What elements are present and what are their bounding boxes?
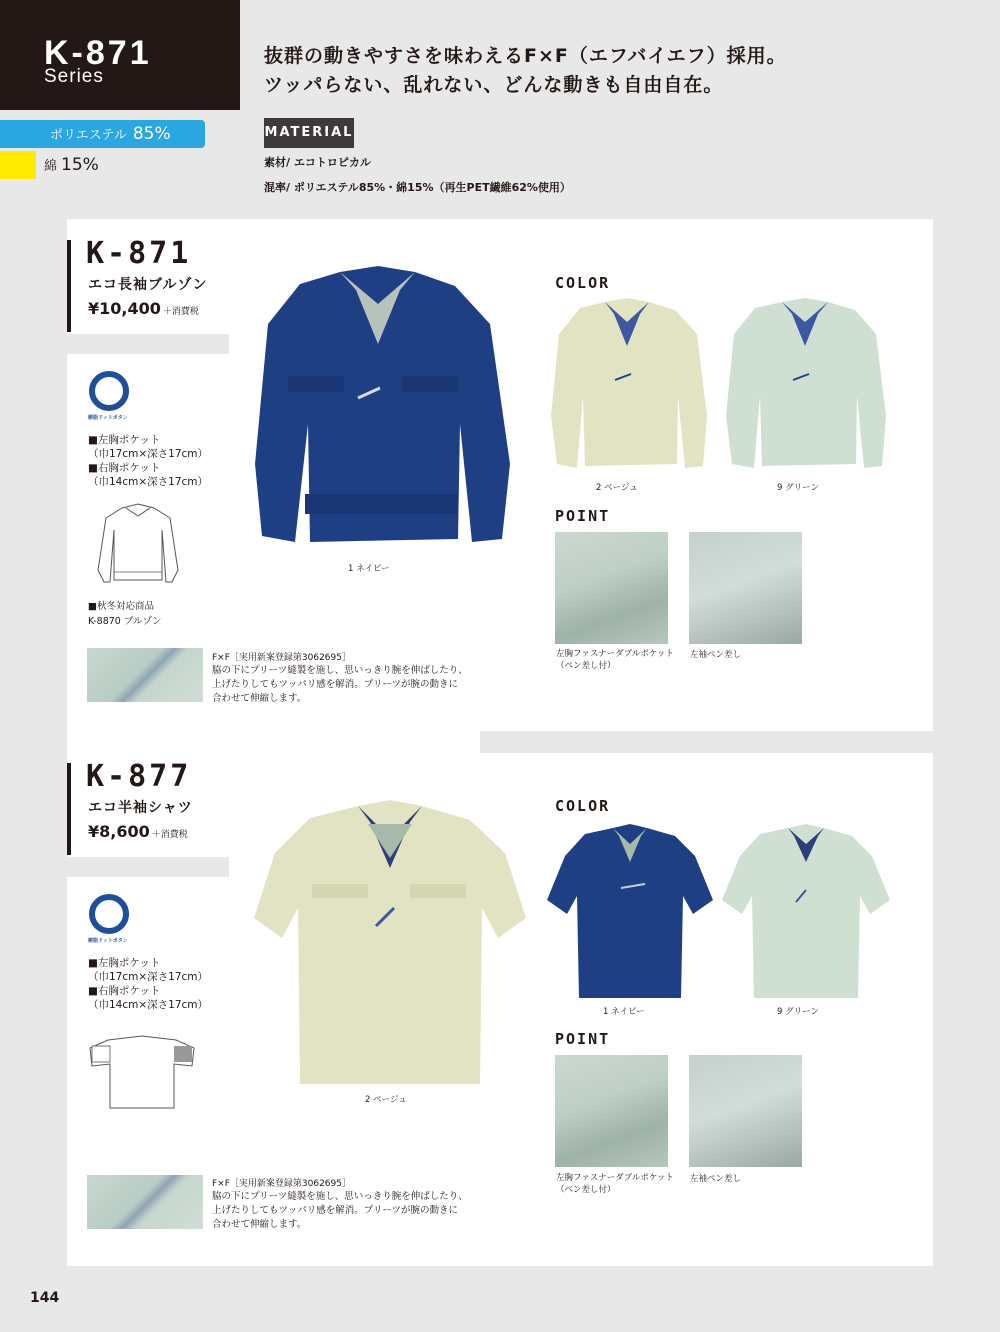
pocket-spec: ■左胸ポケット （巾17cm×深さ17cm） ■右胸ポケット （巾14cm×深さ17cm）: [88, 434, 209, 488]
headline-line-2: ツッパらない、乱れない、どんな動きも自由自在。: [264, 74, 724, 96]
model-bar: [67, 240, 71, 332]
main-product-image: [250, 798, 530, 1090]
point-caption-sleeve: 左袖ペン差し: [690, 650, 742, 660]
price-value: ¥8,600: [88, 822, 150, 841]
model-code: K-871: [86, 236, 192, 271]
model-bar: [67, 763, 71, 855]
divider-strip: [67, 857, 229, 877]
point-caption-pocket: 左胸ファスナーダブルポケット （ペン差し付）: [556, 1173, 674, 1195]
model-name: エコ長袖ブルゾン: [88, 277, 208, 293]
color-heading: COLOR: [555, 274, 611, 292]
fxf-title: F×F［実用新案登録第3062695］: [212, 653, 351, 663]
headline: [264, 42, 787, 100]
material-blend: 混率/ ポリエステル85%・綿15%（再生PET繊維62%使用）: [264, 181, 571, 194]
color-variant-beige: [545, 296, 710, 474]
point-image-sleeve-pen: [689, 532, 802, 644]
pocket-spec: ■左胸ポケット （巾17cm×深さ17cm） ■右胸ポケット （巾14cm×深さ17cm）: [88, 957, 209, 1011]
cotton-pct: 15%: [61, 155, 99, 175]
color-heading: COLOR: [555, 797, 611, 815]
point-image-pocket: [555, 1055, 668, 1167]
color-variant-green: [720, 296, 890, 474]
model-name: エコ半袖シャツ: [88, 800, 193, 816]
cotton-info: [44, 153, 99, 179]
series-code: K-871: [44, 34, 152, 72]
dot-button-icon: [89, 371, 129, 411]
material-tag: MATERIAL: [264, 118, 354, 148]
flat-sketch-shirt: [86, 1034, 198, 1114]
polyester-label: ポリエステル: [50, 128, 127, 143]
divider-strip: [67, 334, 229, 354]
cotton-label: 綿: [44, 159, 58, 174]
page-number: 144: [30, 1290, 60, 1306]
point-heading: POINT: [555, 1030, 611, 1048]
main-caption: 2 ベージュ: [365, 1095, 407, 1105]
color-caption-green: 9 グリーン: [777, 1007, 819, 1017]
polyester-bar: [0, 120, 205, 148]
main-caption: 1 ネイビー: [348, 564, 390, 574]
model-price: [88, 822, 188, 841]
fxf-image: [87, 1175, 203, 1229]
fxf-title: F×F［実用新案登録第3062695］: [212, 1179, 351, 1189]
button-label: 樹脂ドットボタン: [88, 938, 128, 944]
headline-line-1: 抜群の動きやすさを味わえるF×F（エフバイエフ）採用。: [264, 45, 787, 67]
price-tax: ＋消費税: [162, 307, 199, 317]
point-heading: POINT: [555, 507, 611, 525]
point-caption-pocket: 左胸ファスナーダブルポケット （ペン差し付）: [556, 649, 674, 671]
color-caption-beige: 2 ベージュ: [596, 483, 638, 493]
point-image-sleeve-pen: [689, 1055, 802, 1167]
cotton-swatch: [0, 151, 36, 179]
flat-sketch-jacket: [92, 500, 184, 590]
model-price: [88, 299, 199, 318]
fxf-image: [87, 648, 203, 702]
color-variant-green: [720, 822, 892, 1002]
model-code: K-877: [86, 759, 192, 794]
color-variant-navy: [545, 822, 715, 1002]
fxf-description: 脇の下にプリーツ縫製を施し、思いっきり腕を伸ばしたり、 上げたりしてもツッパリ感を解消。プリーツが腕の動きに 合わせて伸縮します。: [212, 665, 468, 704]
color-caption-green: 9 グリーン: [777, 483, 819, 493]
point-caption-sleeve: 左袖ペン差し: [690, 1174, 742, 1184]
price-value: ¥10,400: [88, 299, 161, 318]
series-title-block: [0, 0, 240, 110]
price-tax: ＋消費税: [151, 830, 188, 840]
button-label: 樹脂ドットボタン: [88, 415, 128, 421]
polyester-pct: 85%: [132, 124, 171, 144]
color-caption-navy: 1 ネイビー: [603, 1007, 645, 1017]
related-product: K-8870 ブルゾン: [88, 616, 162, 627]
fxf-description: 脇の下にプリーツ縫製を施し、思いっきり腕を伸ばしたり、 上げたりしてもツッパリ感を解消。プリーツが腕の動きに 合わせて伸縮します。: [212, 1191, 468, 1230]
main-product-image: [240, 264, 515, 562]
related-note: ■秋冬対応商品: [88, 601, 154, 612]
series-label: Series: [44, 66, 104, 87]
point-image-pocket: [555, 532, 668, 644]
product-panel-k871-tail: [67, 731, 480, 753]
material-fabric: 素材/ エコトロピカル: [264, 156, 371, 169]
dot-button-icon: [89, 894, 129, 934]
